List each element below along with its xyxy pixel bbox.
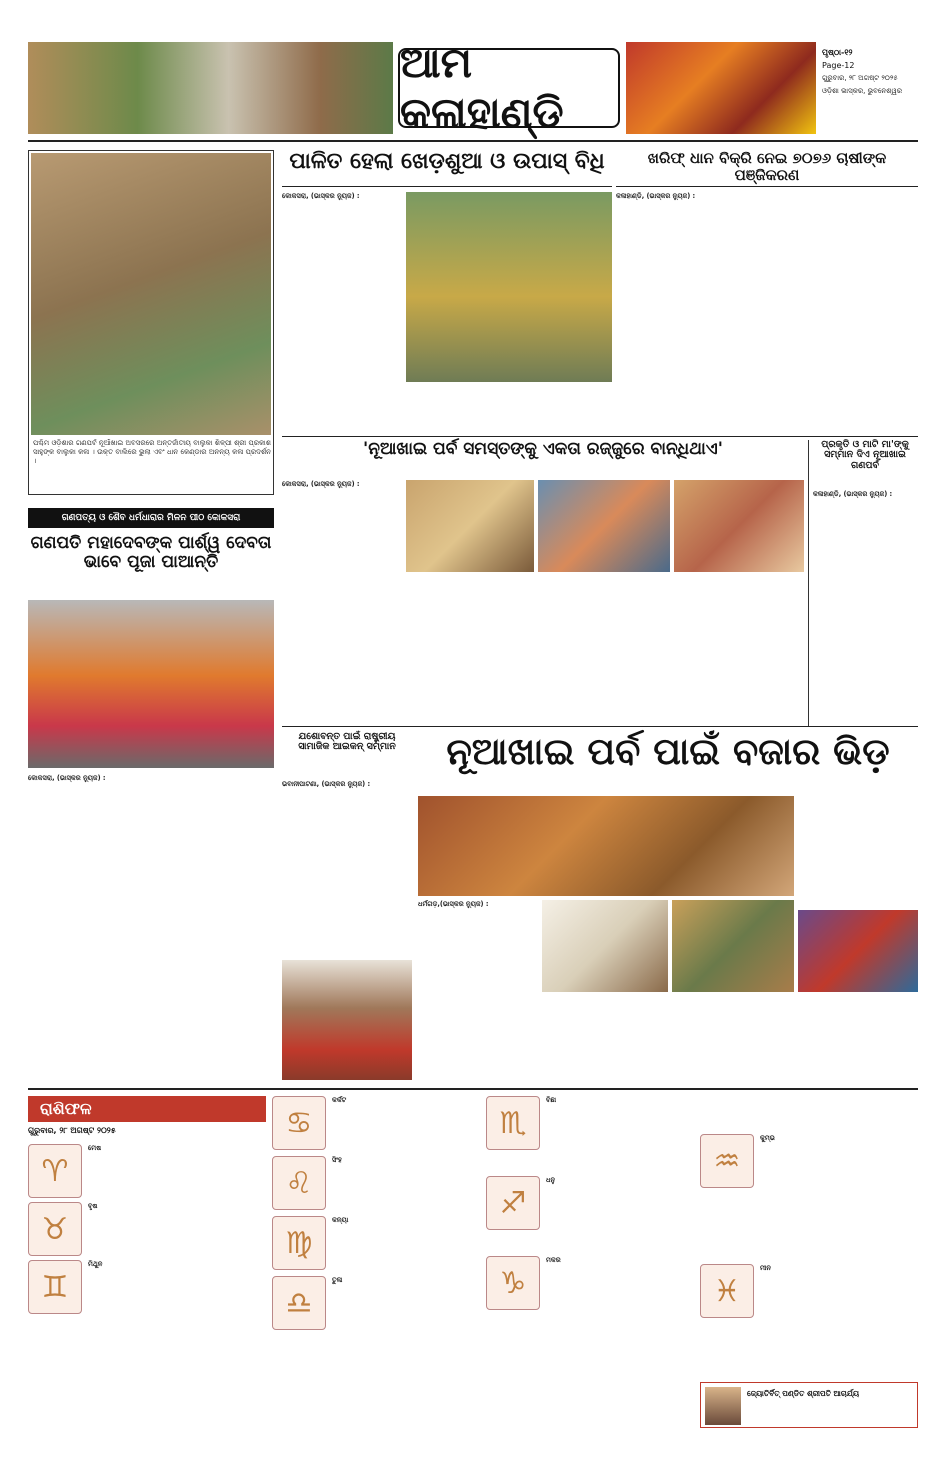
rashi-name-mina: ମୀନ [760,1264,771,1272]
rashi-name-bichha: ବିଛା [546,1096,557,1104]
astrologer-box [700,1382,918,1428]
page-label-en: Page-12 [822,61,855,70]
paddy-dateline: କୋକସରା, (ଭାସ୍କର ନ୍ୟୁଜ) : [282,192,360,200]
unity-headline: 'ନୂଆଖାଇ ପର୍ବ ସମସ୍ତଙ୍କୁ ଏକତା ରଜ୍ଜୁରେ ବାନ୍ଧିଥାଏ' [363,439,723,459]
rashi-name-brusha: ବୃଷ [88,1202,98,1210]
paddy-text-bottom [282,386,612,432]
rashi-name-mesha: ମେଷ [88,1144,102,1152]
rashi-name-dhanu: ଧନୁ [546,1176,556,1184]
sign-column-1 [28,1144,266,1430]
sand-art-photo [31,153,271,435]
scorpio-icon: ♏ [486,1096,540,1150]
nature-dateline: କଳାହାଣ୍ଡି, (ଭାସ୍କର ନ୍ୟୁଜ) : [813,490,893,498]
rashi-name-simha: ସିଂହ [332,1156,342,1164]
rashi-text-mesha [88,1144,266,1198]
nature-text [813,490,917,722]
nature-headline: ପ୍ରକୃତି ଓ ମାଟି ମା'ଙ୍କୁ ସମ୍ମାନ ଦିଏ ନୂଆଖାଇ ଗଣପର୍ବ [821,439,909,471]
market-photo-main [418,796,794,896]
date-line: ଗୁରୁବାର, ୨୮ ଅଗଷ୍ଟ ୨୦୨୫ [822,74,898,82]
rashi-name-karkata: କର୍କଟ [332,1096,347,1104]
sand-art-caption: ପଶ୍ଚିମ ଓଡ଼ିଶାର ଗଣପର୍ବ ନୂଆଁଖାଇ ଅବସରରେ ଅନ୍ତର୍ଜାତୀୟ ବାଲୁକା ଶିଳ୍ପୀ ଶ୍ରୀ ପ୍ରକାଶ ସାହୁଙ୍କ ବାଲୁକା କଳା । ଉକ୍ତ ବାଲିରେ ଭୁଲା ଏବଂ ଧାନ କେଣ୍ଡାର ଅନନ୍ୟ କଳା ପ୍ରଦର୍ଶନ । [33,439,271,465]
rashiphala-title: ରାଶିଫଳ [40,1099,92,1118]
rashiphala-title-bar [28,1096,266,1122]
capricorn-icon: ♑ [486,1256,540,1310]
ganesh-text-col1 [28,774,148,1074]
award-text [282,780,412,956]
award-headline: ଯଶୋବନ୍ତ ପାଇଁ ରାଷ୍ଟ୍ରୀୟ ସାମାଜିକ ଆଇକନ୍ ସମ୍ମାନ [298,731,396,753]
cancer-icon: ♋ [272,1096,326,1150]
rashi-text-mina [760,1264,918,1318]
rashiphala-top-rule [28,1088,918,1090]
page-label: ପୃଷ୍ଠା-୧୨ [822,48,853,57]
sign-column-3 [486,1096,694,1430]
ganesh-kicker-bar [28,508,274,528]
rashi-row-karkata [272,1096,480,1152]
paddy-headline: ପାଳିତ ହେଲା ଖେଡ଼ଶୁଆ ଓ ଉପାସ୍ ବିଧି [289,149,605,174]
rashi-row-mithuna [28,1260,266,1316]
rashi-text-mithuna [88,1260,266,1314]
masthead-title: ଆମ କଳାହାଣ୍ଡି [400,38,564,137]
rashi-row-bichha [486,1096,694,1152]
rashi-name-kanya: କନ୍ୟା [332,1216,349,1224]
sand-art-box [28,150,274,495]
market-dateline: ଧର୍ମଗଡ଼,(ଭାସ୍କର ନ୍ୟୁଜ) : [418,900,489,908]
award-photo [282,960,412,1080]
virgo-icon: ♍ [272,1216,326,1270]
kharif-dateline: କଳାହାଣ୍ଡି, (ଭାସ୍କର ନ୍ୟୁଜ) : [616,192,696,200]
rashi-text-kumbha [760,1134,918,1188]
rashi-row-makara [486,1256,694,1312]
aquarius-icon: ♒ [700,1134,754,1188]
rashi-row-simha [272,1156,480,1212]
rashi-row-brusha [28,1202,266,1258]
leo-icon: ♌ [272,1156,326,1210]
masthead-photo-left [28,42,393,134]
taurus-icon: ♉ [28,1202,82,1256]
rashi-row-mesha [28,1144,266,1200]
award-top-rule [282,726,918,727]
unity-top-rule [282,436,918,437]
rashi-name-mithuna: ମିଥୁନ [88,1260,103,1268]
rashi-text-karkata [332,1096,480,1150]
rashi-row-dhanu [486,1176,694,1232]
kharif-headline: ଖରିଫ୍ ଧାନ ବିକ୍ରି ନେଇ ୭୦୭୬ ଚାଷୀଙ୍କ ପଞ୍ଜିକରଣ [647,149,887,184]
rashi-text-simha [332,1156,480,1210]
kharif-text [616,192,918,430]
ganesh-text-col2 [152,774,274,1074]
astrologer-name: ଜ୍ୟୋତିର୍ବିତ୍ ପଣ୍ଡିତ ଶ୍ରୀପତି ଆଚାର୍ଯ୍ୟ [747,1389,860,1398]
masthead-photo-right [626,42,816,134]
rashi-row-kumbha [700,1134,918,1190]
rashi-name-makara: ମକର [546,1256,561,1264]
market-text-bottom [542,996,918,1080]
masthead-title-box [398,38,620,137]
paddy-photo [406,192,612,382]
ganesh-kicker: ଗଣପତ୍ୟ ଓ ଶୈବ ଧର୍ମଧାରାର ମିଳନ ପୀଠ କୋକସରା [61,513,241,523]
sign-column-4 [700,1096,918,1430]
nature-box [808,440,918,726]
sign-column-2 [272,1096,480,1430]
astrologer-avatar [705,1387,741,1425]
kharif-rule [616,186,918,187]
rashi-row-kanya [272,1216,480,1272]
rashi-row-mina [700,1264,918,1320]
sagittarius-icon: ♐ [486,1176,540,1230]
masthead-divider [28,140,918,142]
rashi-row-tula [272,1276,480,1332]
award-dateline: ଭବାନୀପାଟଣା, (ଭାସ୍କର ନ୍ୟୁଜ) : [282,780,371,788]
rashi-text-makara [546,1256,694,1310]
unity-photo-3 [674,480,804,572]
gemini-icon: ♊ [28,1260,82,1314]
masthead-info [822,46,918,132]
rashi-text-tula [332,1276,480,1330]
rashi-text-bichha [546,1096,694,1150]
market-photo-4 [798,910,918,992]
ganesh-headline: ଗଣପତି ମହାଦେବଙ୍କ ପାର୍ଶ୍ୱ ଦେବତା ଭାବେ ପୂଜା ପାଆନ୍ତି [30,533,272,572]
pisces-icon: ♓ [700,1264,754,1318]
unity-text-col1 [282,480,402,720]
rashi-text-kanya [332,1216,480,1270]
unity-photo-2 [538,480,670,572]
libra-icon: ♎ [272,1276,326,1330]
rashiphala-date: ଗୁରୁବାର, ୨୮ ଅଗଷ୍ଟ ୨୦୨୫ [28,1126,116,1135]
ganesh-photo [28,600,274,768]
unity-photo-1 [406,480,534,572]
rashi-text-dhanu [546,1176,694,1230]
unity-dateline: କୋକସରା, (ଭାସ୍କର ନ୍ୟୁଜ) : [282,480,360,488]
aries-icon: ♈ [28,1144,82,1198]
market-text-right-top [798,796,918,906]
masthead [28,38,918,137]
paddy-rule [282,186,612,187]
rashi-name-kumbha: କୁମ୍ଭ [760,1134,775,1142]
rashi-name-tula: ତୁଳା [332,1276,343,1284]
rashi-text-brusha [88,1202,266,1256]
ganesh-dateline: କୋକସରା, (ଭାସ୍କର ନ୍ୟୁଜ) : [28,774,106,782]
market-photo-3 [672,900,794,992]
market-text-col1 [418,900,538,1080]
paddy-text-col1 [282,192,402,382]
market-headline: ନୂଆଖାଇ ପର୍ବ ପାଇଁ ବଜାର ଭିଡ଼ [446,730,890,773]
market-photo-2 [542,900,668,992]
unity-text-bottom [406,578,804,720]
edition: ଓଡ଼ିଶା ଭାସ୍କର, ଭୁବନେଶ୍ୱର [822,87,903,95]
